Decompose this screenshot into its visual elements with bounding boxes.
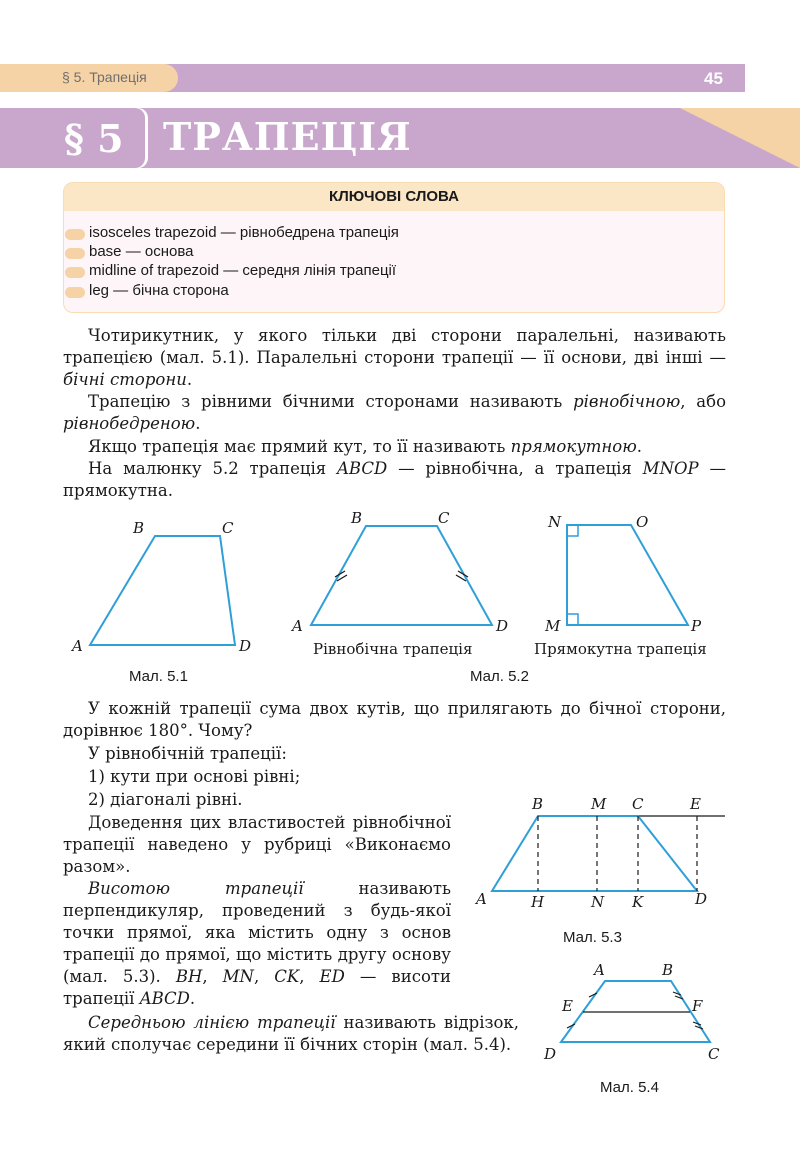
figure-5-4 [540, 958, 740, 1098]
bullet-icon [65, 267, 85, 278]
trapezoid-5-1 [90, 536, 235, 645]
label-a: A [72, 637, 83, 655]
keywords-header [64, 183, 724, 211]
label-c: C [222, 519, 234, 537]
label-e: E [690, 795, 701, 813]
right-trapezoid [567, 525, 688, 625]
label-d: D [695, 890, 708, 908]
paragraph-right: Якщо трапеція має прямий кут, то її називають прямокутною. [88, 437, 643, 456]
label-c: C [708, 1045, 720, 1063]
paragraph-proof-ref: Доведення цих властивостей рівнобічної трапеції наведено у рубриці «Виконаємо разом». [63, 813, 451, 876]
paragraph-properties-intro: У рівнобічній трапеції: [88, 744, 287, 763]
property-2: 2) діагоналі рівні. [88, 790, 243, 809]
paragraph-angle-sum: У кожній трапеції сума двох кутів, що прилягають до бічної сторони, дорівнює 180°. Чому? [63, 699, 726, 740]
label-n: N [591, 893, 605, 911]
label-f: F [692, 997, 703, 1015]
section-number: § 5 [64, 116, 124, 161]
label-m: M [545, 617, 561, 635]
page-number: 45 [704, 69, 723, 88]
paragraph-isosceles: Трапецію з рівними бічними сторонами називають рівнобічною, або рівнобедреною. [63, 392, 727, 433]
paragraph-figure-ref: На малюнку 5.2 трапеція ABCD — рівнобічна, а трапеція MNOP — прямокутна. [63, 459, 726, 500]
keywords-heading: КЛЮЧОВІ СЛОВА [329, 188, 459, 205]
bullet-icon [65, 287, 85, 298]
label-c: C [438, 509, 450, 527]
section-tab-label: § 5. Трапеція [62, 69, 147, 85]
label-b: B [133, 519, 145, 537]
caption-5-4: Мал. 5.4 [600, 1079, 659, 1096]
label-b: B [662, 961, 674, 979]
bullet-icon [65, 248, 85, 259]
label-h: H [531, 893, 545, 911]
page-title: ТРАПЕЦІЯ [163, 114, 412, 159]
paragraph-height-def: Висотою трапеції називають перпендикуляр, проведений з будь-якої точки прямої, яка містить одну з основ трапеції до прямої, що містить другу основу (мал. 5.3). BH, MN, CK, ED — висоти трапеції ABCD. [63, 879, 451, 1008]
caption-5-1: Мал. 5.1 [129, 668, 188, 685]
caption-right: Прямокутна трапеція [534, 640, 707, 658]
trapezoid-5-3 [492, 816, 697, 891]
label-d: D [496, 617, 509, 635]
property-1: 1) кути при основі рівні; [88, 767, 301, 786]
section-number-box [0, 108, 145, 168]
paragraph-midline-def: Середньою лінією трапеції називають відрізок, який сполучає середини її бічних сторін (мал. 5.4). [63, 1013, 519, 1054]
label-a: A [594, 961, 605, 979]
label-d: D [239, 637, 252, 655]
figure-5-3 [470, 790, 730, 955]
figures-5-1-5-2 [0, 505, 800, 690]
caption-isosceles: Рівнобічна трапеція [313, 640, 473, 658]
bullet-icon [65, 229, 85, 240]
label-b: B [532, 795, 544, 813]
label-p: P [691, 617, 702, 635]
keyword-item: base — основа [89, 243, 194, 260]
label-a: A [292, 617, 303, 635]
caption-5-3: Мал. 5.3 [563, 929, 622, 946]
label-c: C [632, 795, 644, 813]
section-tab [0, 64, 178, 92]
paragraph-definition: Чотирикутник, у якого тільки дві сторони паралельні, називають трапецією (мал. 5.1). Паралельні сторони трапеції — її основи, дві інші — бічні сторони. [63, 326, 726, 389]
label-a: A [476, 890, 487, 908]
label-n: N [548, 513, 562, 531]
keyword-item: isosceles trapezoid — рівнобедрена трапеція [89, 224, 399, 241]
label-e: E [562, 997, 573, 1015]
caption-5-2: Мал. 5.2 [470, 668, 529, 685]
title-decoration [680, 108, 800, 168]
keyword-item: leg — бічна сторона [89, 282, 229, 299]
label-m: M [591, 795, 607, 813]
keyword-item: midline of trapezoid — середня лінія трапеції [89, 262, 397, 279]
label-o: O [636, 513, 649, 531]
label-d: D [544, 1045, 557, 1063]
label-k: K [632, 893, 644, 911]
label-b: B [351, 509, 363, 527]
